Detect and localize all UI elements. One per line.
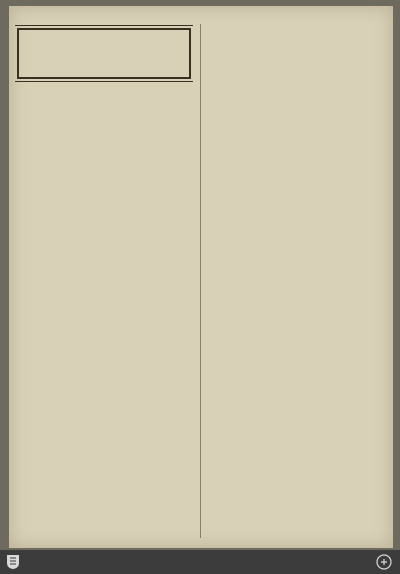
library-crest-icon bbox=[6, 554, 20, 570]
library-mark-icon bbox=[376, 554, 392, 570]
page-header bbox=[17, 8, 385, 20]
shop-advertisement-logo bbox=[25, 34, 183, 68]
scanned-page bbox=[9, 6, 393, 548]
left-column bbox=[15, 22, 193, 542]
column-divider bbox=[200, 24, 201, 538]
right-column bbox=[207, 22, 385, 542]
shop-advertisement bbox=[17, 28, 191, 79]
library-footer-bar bbox=[0, 550, 400, 574]
